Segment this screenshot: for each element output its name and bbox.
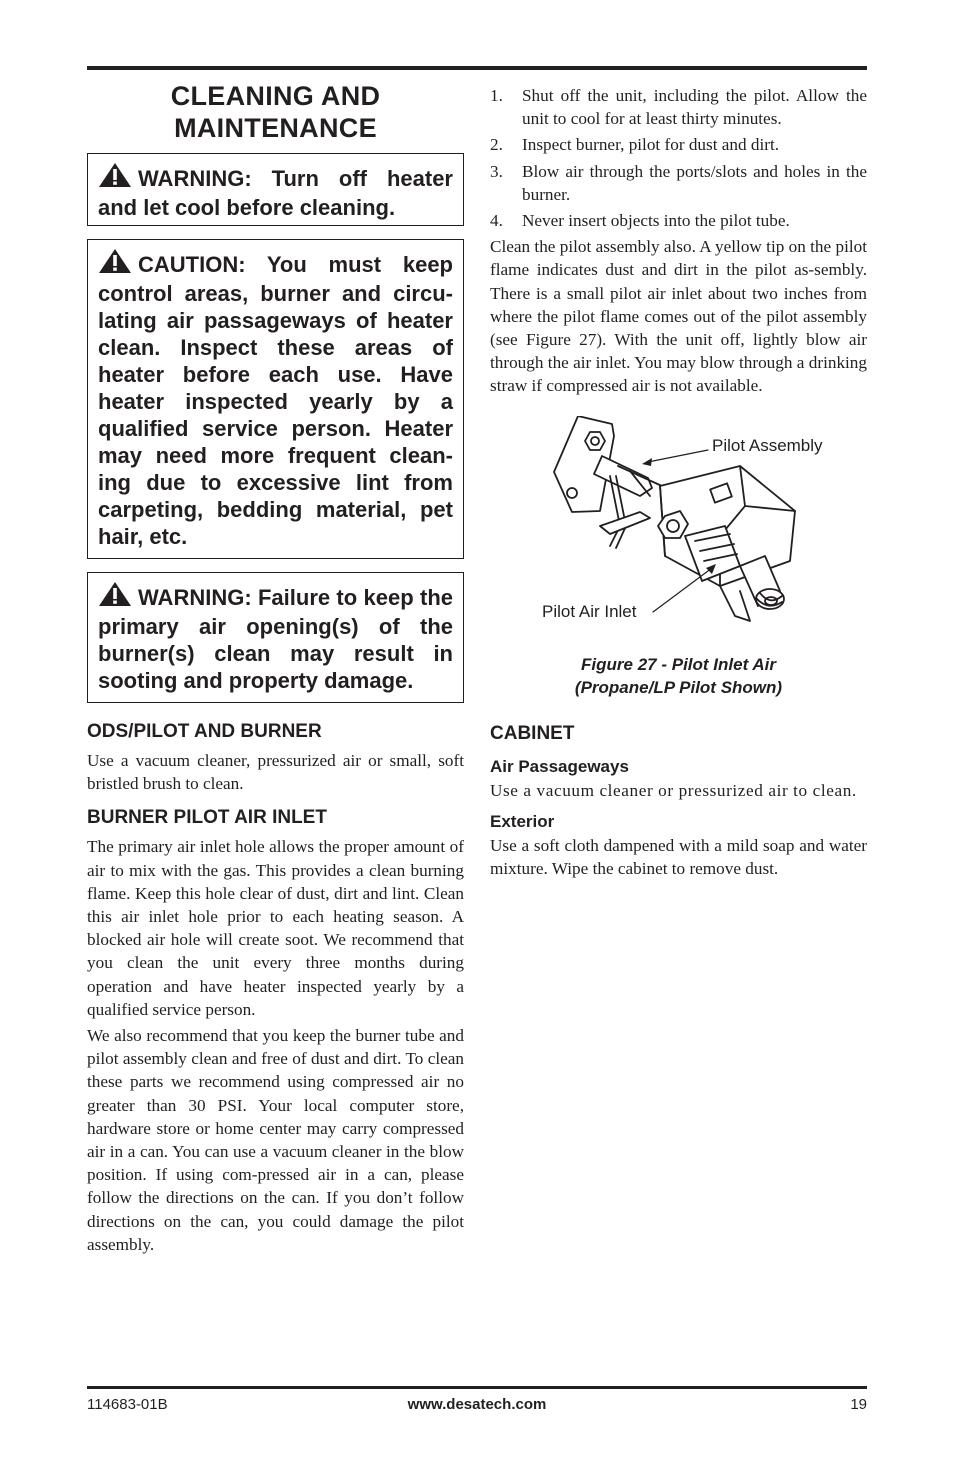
- caption-line-2: (Propane/LP Pilot Shown): [574, 677, 783, 697]
- warning-triangle-icon: [98, 581, 132, 613]
- caution-box: [87, 239, 464, 559]
- figure-27: [490, 416, 867, 641]
- warning-cool-text: WARNING: Turn off heater and let cool before cleaning.: [98, 166, 453, 220]
- warning-box-sooting: [87, 572, 464, 703]
- list-item: 3. Blow air through the ports/slots and holes in the burner.: [490, 161, 867, 204]
- warning-sooting-text: WARNING: Failure to keep the primary air opening(s) of the burner(s) clean may result in sooting and property damage.: [98, 585, 453, 693]
- exterior-text: Use a soft cloth dampened with a mild soap and water mixture. Wipe the cabinet to remove dust.: [490, 835, 867, 879]
- label-pilot-assembly: Pilot Assembly: [712, 435, 823, 455]
- right-column: [490, 84, 867, 880]
- list-item: 4. Never insert objects into the pilot tube.: [490, 211, 790, 231]
- page-title: [87, 80, 464, 144]
- inlet-paragraph-1: The primary air inlet hole allows the proper amount of air to mix with the gas. This provides a clean burning flame. Keep this hole clear of dust, dirt and lint. Clean this air inlet hole prior to each heating season. A blocked air hole will create soot. We recommend that you clean the unit every three months during operation and have heater inspected yearly by a qualified service person.: [87, 837, 464, 1019]
- inlet-heading: BURNER PILOT AIR INLET: [87, 807, 327, 829]
- list-item: 1. Shut off the unit, including the pilot. Allow the unit to cool for at least thirty minutes.: [490, 86, 867, 129]
- ods-heading: ODS/PILOT AND BURNER: [87, 721, 322, 742]
- page-number: 19: [850, 1396, 867, 1413]
- title-line-1: CLEANING AND: [170, 81, 381, 111]
- air-passageways-heading: Air Passageways: [490, 756, 629, 776]
- warning-box-cool: [87, 153, 464, 226]
- cabinet-heading: CABINET: [490, 722, 575, 744]
- top-rule: [87, 66, 867, 70]
- caution-text: CAUTION: You must keep control areas, burner and circu-lating air passageways of heater clean. Inspect these areas of heater before each use. Have heater inspected yearly by a qualified service person. Heater may need more frequent clean-ing due to excessive lint from carpeting, bedding material, pet hair, etc.: [98, 252, 453, 549]
- label-pilot-air-inlet: Pilot Air Inlet: [542, 601, 637, 621]
- website-url: www.desatech.com: [407, 1396, 547, 1413]
- title-line-2: MAINTENANCE: [174, 113, 377, 143]
- list-item: 2. Inspect burner, pilot for dust and dirt.: [490, 135, 780, 155]
- pilot-paragraph: Clean the pilot assembly also. A yellow tip on the pilot flame indicates dust and dirt in the pilot as-sembly. There is a small pilot air inlet about two inches from where the pilot flame comes out of the pilot assembly (see Figure 27). With the unit off, lightly blow air through the air inlet. You may blow through a drinking straw if compressed air is not available.: [490, 237, 867, 396]
- cleaning-steps: [490, 84, 867, 232]
- warning-triangle-icon: [98, 248, 132, 280]
- warning-triangle-icon: [98, 162, 132, 194]
- left-column: [87, 80, 464, 1256]
- air-passageways-text: Use a vacuum cleaner or pressurized air to clean.: [490, 780, 857, 800]
- ods-text: Use a vacuum cleaner, pressurized air or small, soft bristled brush to clean.: [87, 751, 464, 794]
- inlet-paragraph-2: We also recommend that you keep the burner tube and pilot assembly clean and free of dust and dirt. To clean these parts we recommend using compressed air no greater than 30 PSI. Your local computer store, hardware store or home center may carry compressed air in a can. You can use a vacuum cleaner in the blow position. If using com-pressed air in a can, please follow the directions on the can. If you don’t follow directions on the can, you could damage the pilot assembly.: [87, 1026, 464, 1254]
- document-number: 114683-01B: [87, 1396, 168, 1413]
- exterior-heading: Exterior: [490, 811, 555, 831]
- figure-caption: [490, 653, 867, 699]
- footer-rule: [87, 1386, 867, 1389]
- caption-line-1: Figure 27 - Pilot Inlet Air: [581, 654, 776, 674]
